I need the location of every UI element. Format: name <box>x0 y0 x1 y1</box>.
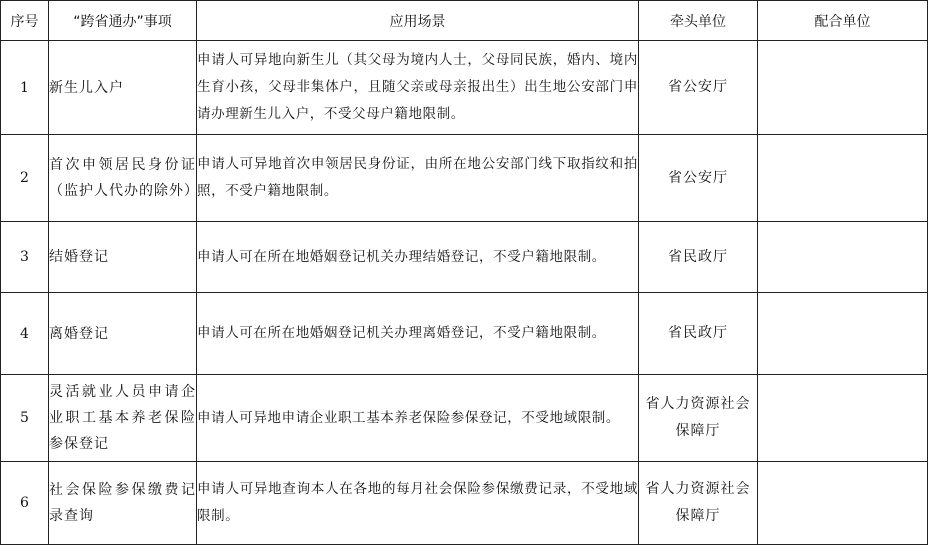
row-lead-unit: 省公安厅 <box>639 135 758 222</box>
row-scene: 申请人可异地首次申领居民身份证，由所在地公安部门线下取指纹和拍照，不受户籍地限制。 <box>197 135 639 222</box>
row-index: 5 <box>1 375 49 462</box>
row-scene: 申请人可在所在地婚姻登记机关办理离婚登记，不受户籍地限制。 <box>197 293 639 375</box>
row-item: 首次申领居民身份证（监护人代办的除外） <box>49 135 197 222</box>
row-item: 结婚登记 <box>49 222 197 293</box>
row-index: 1 <box>1 41 49 135</box>
row-lead-unit: 省人力资源社会保障厅 <box>639 462 758 545</box>
header-index: 序号 <box>1 1 49 41</box>
row-scene: 申请人可异地申请企业职工基本养老保险参保登记，不受地域限制。 <box>197 375 639 462</box>
row-item: 社会保险参保缴费记录查询 <box>49 462 197 545</box>
row-item: 离婚登记 <box>49 293 197 375</box>
table-row <box>1 375 928 462</box>
table-row <box>1 462 928 545</box>
row-coop-unit <box>758 375 928 462</box>
row-lead-unit: 省民政厅 <box>639 293 758 375</box>
header-item: “跨省通办”事项 <box>49 1 197 41</box>
table-header-row <box>1 1 928 41</box>
row-lead-unit: 省人力资源社会保障厅 <box>639 375 758 462</box>
table-row <box>1 222 928 293</box>
row-scene: 申请人可在所在地婚姻登记机关办理结婚登记，不受户籍地限制。 <box>197 222 639 293</box>
table-row <box>1 41 928 135</box>
row-item: 灵活就业人员申请企业职工基本养老保险参保登记 <box>49 375 197 462</box>
table-row <box>1 293 928 375</box>
row-scene: 申请人可异地查询本人在各地的每月社会保险参保缴费记录，不受地域限制。 <box>197 462 639 545</box>
header-scene: 应用场景 <box>197 1 639 41</box>
row-lead-unit: 省民政厅 <box>639 222 758 293</box>
header-coop-unit: 配合单位 <box>758 1 928 41</box>
row-coop-unit <box>758 462 928 545</box>
row-index: 4 <box>1 293 49 375</box>
row-index: 6 <box>1 462 49 545</box>
row-item: 新生儿入户 <box>49 41 197 135</box>
row-index: 3 <box>1 222 49 293</box>
row-coop-unit <box>758 293 928 375</box>
row-coop-unit <box>758 135 928 222</box>
table-row <box>1 135 928 222</box>
header-lead-unit: 牵头单位 <box>639 1 758 41</box>
row-coop-unit <box>758 222 928 293</box>
row-scene: 申请人可异地向新生儿（其父母为境内人士，父母同民族，婚内、境内生育小孩，父母非集体户，且随父亲或母亲报出生）出生地公安部门申请办理新生儿入户，不受父母户籍地限制。 <box>197 41 639 135</box>
row-coop-unit <box>758 41 928 135</box>
row-lead-unit: 省公安厅 <box>639 41 758 135</box>
row-index: 2 <box>1 135 49 222</box>
